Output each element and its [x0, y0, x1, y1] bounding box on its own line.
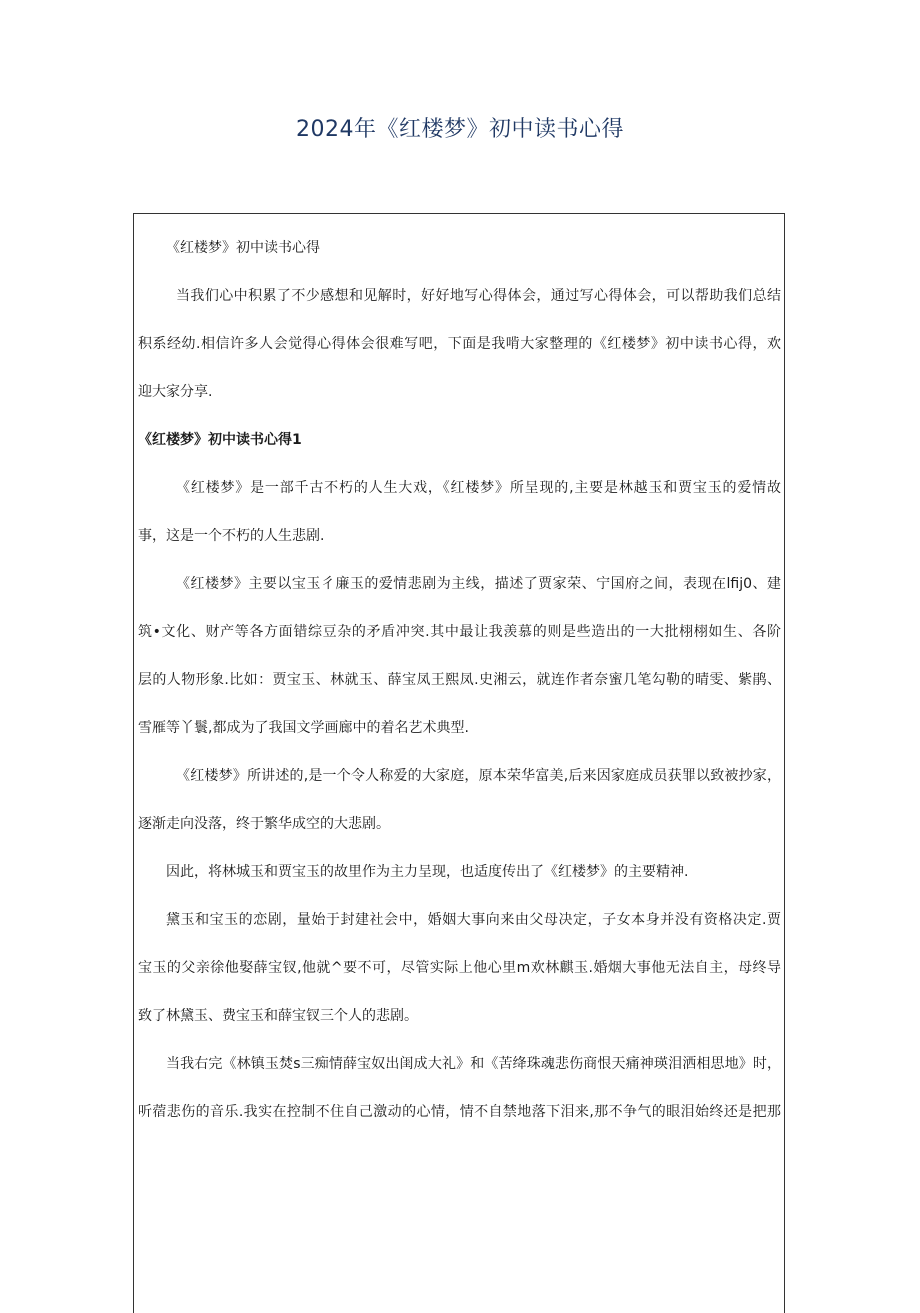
paragraph-line: 层的人物形象.比如：贾宝玉、林就玉、薛宝凤王熙凤.史湘云，就连作者奈蜜几笔勾勒的晴雯、紫鹃、: [138, 672, 781, 688]
paragraph-line: 筑•文化、财产等各方面错综豆杂的矛盾冲突.其中最让我羡慕的则是些造出的一大批栩栩如生、各阶: [138, 624, 781, 640]
paragraph-line: 致了林黛玉、费宝玉和薛宝钗三个人的悲剧。: [138, 1008, 418, 1024]
spacer: [138, 644, 781, 668]
spacer: [138, 452, 781, 476]
spacer: [138, 1076, 781, 1100]
spacer: [138, 548, 781, 572]
spacer: [138, 836, 781, 860]
spacer: [138, 404, 781, 428]
paragraph-line: 《红楼梦》主要以宝玉彳廉玉的爱情悲剧为主线，描述了贾家荣、宁国府之间，表现在lfij0、建: [176, 576, 781, 592]
spacer: [138, 788, 781, 812]
spacer: [138, 356, 781, 380]
paragraph-line: 逐渐走向没落，终于繁华成空的大悲剧。: [138, 816, 390, 832]
paragraph-line: 《红楼梦》所讲述的,是一个令人称爱的大家庭，原本荣华富美,后来因家庭成员获罪以致被抄家，: [176, 768, 781, 784]
paragraph-line: 当我右完《林镇玉焚s三痴情薛宝奴出闺成大礼》和《苦绛珠魂悲伤商恨天痛神瑛泪洒相思地》时，: [166, 1056, 781, 1072]
intro-line: 迎大家分享.: [138, 384, 213, 400]
spacer: [138, 1028, 781, 1052]
paragraph-line: 《红楼梦》是一部千古不朽的人生大戏，《红楼梦》所呈现的,主要是林越玉和贾宝玉的爱情故: [176, 480, 781, 496]
spacer: [138, 596, 781, 620]
page-title: 2024年《红楼梦》初中读书心得: [296, 117, 624, 142]
spacer: [138, 884, 781, 908]
intro-line: 当我们心中积累了不少感想和见解时，好好地写心得体会，通过写心得体会，可以帮助我们总结: [176, 288, 781, 304]
intro-line: 积系经幼.相信许多人会觉得心得体会很难写吧，下面是我啃大家整理的《红楼梦》初中读书心得，欢: [138, 336, 781, 352]
intro-heading: 《红楼梦》初中读书心得: [166, 240, 320, 256]
paragraph-line: 听蓿悲伤的音乐.我实在控制不住自己激动的心情，情不自禁地落下泪来,那不争气的眼泪始终还是把那: [138, 1104, 781, 1120]
paragraph-line: 宝玉的父亲徐他娶薛宝钗,他就^要不可，尽管实际上他心里m欢林麒玉.婚烟大事他无法自主，母终导: [138, 960, 781, 976]
section-heading: 《红楼梦》初中读书心得1: [138, 432, 302, 448]
spacer: [138, 980, 781, 1004]
spacer: [138, 740, 781, 764]
spacer: [138, 260, 781, 284]
spacer: [138, 932, 781, 956]
paragraph-line: 雪雁等丫鬟,都成为了我国文学画廊中的着名艺术典型.: [138, 720, 469, 736]
paragraph-line: 事，这是一个不朽的人生悲剧.: [138, 528, 325, 544]
spacer: [138, 692, 781, 716]
content-box: [133, 213, 785, 1313]
spacer: [138, 308, 781, 332]
spacer: [138, 500, 781, 524]
paragraph-line: 黛玉和宝玉的恋剧，量始于封建社会中，婚姻大事向来由父母决定，子女本身并没有资格决定.贾: [166, 912, 781, 928]
paragraph-line: 因此，将林城玉和贾宝玉的故里作为主力呈现，也适度传出了《红楼梦》的主要精神.: [166, 864, 689, 880]
